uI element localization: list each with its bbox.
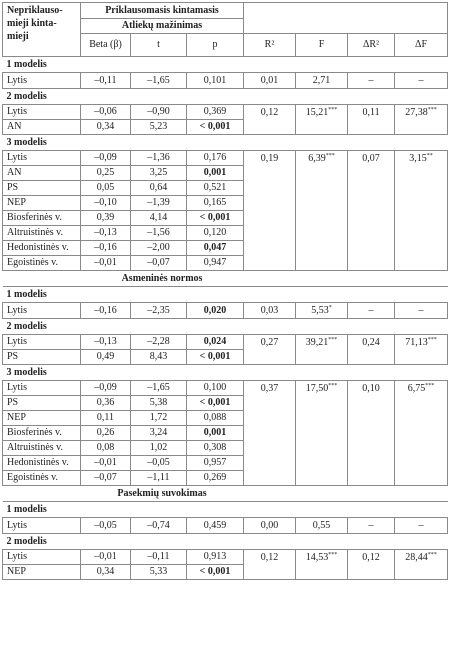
r2-value: 0,01 <box>244 73 296 89</box>
model-label: 1 modelis <box>3 57 448 73</box>
model-row <box>3 287 448 303</box>
model-row <box>3 319 448 335</box>
beta-value: 0,49 <box>81 350 131 365</box>
model-row <box>3 135 448 151</box>
col-header: t <box>131 34 187 57</box>
section-spacer <box>3 486 81 502</box>
delta-r2-value: 0,11 <box>348 105 395 135</box>
delta-f-value-sig: *** <box>427 337 437 343</box>
p-value: 0,459 <box>187 518 244 534</box>
beta-value: –0,09 <box>81 151 131 166</box>
t-value: 4,14 <box>131 211 187 226</box>
delta-f-value: 28,44*** <box>395 550 448 580</box>
t-value: –2,35 <box>131 303 187 319</box>
model-label: 3 modelis <box>3 365 448 381</box>
beta-value: –0,16 <box>81 303 131 319</box>
delta-r2-value: 0,12 <box>348 550 395 580</box>
t-value: 3,24 <box>131 426 187 441</box>
p-value: 0,001 <box>187 166 244 181</box>
var-name: Lytis <box>3 151 81 166</box>
section-row <box>3 486 448 502</box>
p-value: < 0,001 <box>187 396 244 411</box>
t-value: 0,64 <box>131 181 187 196</box>
beta-value: 0,34 <box>81 565 131 580</box>
col-header: ΔR² <box>348 34 395 57</box>
f-value-sig: * <box>328 305 332 311</box>
p-value: 0,001 <box>187 426 244 441</box>
t-value: –0,07 <box>131 256 187 271</box>
t-value: –0,74 <box>131 518 187 534</box>
delta-f-value: 3,15** <box>395 151 448 271</box>
var-name: Lytis <box>3 381 81 396</box>
f-value-sig: *** <box>328 337 338 343</box>
p-value: < 0,001 <box>187 565 244 580</box>
var-name: PS <box>3 181 81 196</box>
var-name: Egoistinės v. <box>3 471 81 486</box>
t-value: 1,72 <box>131 411 187 426</box>
t-value: –0,05 <box>131 456 187 471</box>
model-row <box>3 365 448 381</box>
beta-value: 0,08 <box>81 441 131 456</box>
delta-f-value-sig: *** <box>427 552 437 558</box>
model-label: 1 modelis <box>3 502 448 518</box>
delta-f-value: 27,38*** <box>395 105 448 135</box>
col-header: Beta (β) <box>81 34 131 57</box>
f-value: 15,21*** <box>296 105 348 135</box>
beta-value: 0,36 <box>81 396 131 411</box>
t-value: –2,28 <box>131 335 187 350</box>
section-title: Asmeninės normos <box>81 271 244 287</box>
model-row <box>3 534 448 550</box>
delta-r2-value: 0,07 <box>348 151 395 271</box>
beta-value: 0,26 <box>81 426 131 441</box>
p-value: < 0,001 <box>187 350 244 365</box>
var-name: NEP <box>3 411 81 426</box>
delta-r2-value: – <box>348 73 395 89</box>
var-name: PS <box>3 350 81 365</box>
f-value: 0,55 <box>296 518 348 534</box>
model-label: 1 modelis <box>3 287 448 303</box>
var-name: Biosferinės v. <box>3 211 81 226</box>
f-value: 6,39*** <box>296 151 348 271</box>
section-title: Pasekmių suvokimas <box>81 486 244 502</box>
p-value: 0,020 <box>187 303 244 319</box>
p-value: < 0,001 <box>187 120 244 135</box>
p-value: 0,100 <box>187 381 244 396</box>
beta-value: –0,13 <box>81 226 131 241</box>
col-header: p <box>187 34 244 57</box>
model-label: 2 modelis <box>3 89 448 105</box>
table-row <box>3 105 448 120</box>
beta-value: 0,39 <box>81 211 131 226</box>
f-value-sig: *** <box>328 383 338 389</box>
p-value: 0,521 <box>187 181 244 196</box>
beta-value: 0,05 <box>81 181 131 196</box>
col-header: F <box>296 34 348 57</box>
p-value: 0,369 <box>187 105 244 120</box>
r2-value: 0,27 <box>244 335 296 365</box>
delta-f-value-sig: *** <box>427 107 437 113</box>
table-row <box>3 335 448 350</box>
p-value: 0,947 <box>187 256 244 271</box>
var-name: NEP <box>3 196 81 211</box>
beta-value: –0,07 <box>81 471 131 486</box>
t-value: –1,39 <box>131 196 187 211</box>
beta-value: 0,11 <box>81 411 131 426</box>
section-spacer <box>3 271 81 287</box>
beta-value: –0,01 <box>81 550 131 565</box>
beta-value: 0,25 <box>81 166 131 181</box>
var-name: Lytis <box>3 105 81 120</box>
col-header: R² <box>244 34 296 57</box>
header-row-1 <box>3 3 448 19</box>
beta-value: –0,11 <box>81 73 131 89</box>
t-value: 1,02 <box>131 441 187 456</box>
model-label: 3 modelis <box>3 135 448 151</box>
var-name: AN <box>3 120 81 135</box>
section-spacer <box>244 486 448 502</box>
var-name: Lytis <box>3 550 81 565</box>
col-header: ΔF <box>395 34 448 57</box>
p-value: 0,913 <box>187 550 244 565</box>
t-value: –1,56 <box>131 226 187 241</box>
table-row <box>3 303 448 319</box>
section-title: Atliekų mažinimas <box>81 19 244 34</box>
f-value: 17,50*** <box>296 381 348 486</box>
var-name: NEP <box>3 565 81 580</box>
delta-f-value: – <box>395 73 448 89</box>
dep-var-header: Priklausomasis kintamasis <box>81 3 244 19</box>
var-name: Lytis <box>3 335 81 350</box>
t-value: –1,11 <box>131 471 187 486</box>
beta-value: –0,01 <box>81 256 131 271</box>
indep-var-header: Nepriklauso- mieji kinta- mieji <box>3 3 81 57</box>
regression-table <box>2 2 448 580</box>
t-value: –0,11 <box>131 550 187 565</box>
var-name: Egoistinės v. <box>3 256 81 271</box>
f-value: 39,21*** <box>296 335 348 365</box>
model-label: 2 modelis <box>3 319 448 335</box>
beta-value: 0,34 <box>81 120 131 135</box>
r2-value: 0,19 <box>244 151 296 271</box>
var-name: PS <box>3 396 81 411</box>
t-value: 5,33 <box>131 565 187 580</box>
model-label: 2 modelis <box>3 534 448 550</box>
t-value: –1,65 <box>131 73 187 89</box>
beta-value: –0,09 <box>81 381 131 396</box>
table-row <box>3 73 448 89</box>
t-value: 5,23 <box>131 120 187 135</box>
var-name: Hedonistinės v. <box>3 241 81 256</box>
p-value: 0,176 <box>187 151 244 166</box>
t-value: –2,00 <box>131 241 187 256</box>
var-name: Altruistinės v. <box>3 226 81 241</box>
var-name: Altruistinės v. <box>3 441 81 456</box>
var-name: AN <box>3 166 81 181</box>
delta-r2-value: – <box>348 303 395 319</box>
beta-value: –0,16 <box>81 241 131 256</box>
model-row <box>3 57 448 73</box>
r2-value: 0,00 <box>244 518 296 534</box>
beta-value: –0,13 <box>81 335 131 350</box>
header-blank <box>244 3 448 34</box>
delta-f-value: – <box>395 303 448 319</box>
var-name: Lytis <box>3 303 81 319</box>
section-row <box>3 271 448 287</box>
beta-value: –0,06 <box>81 105 131 120</box>
r2-value: 0,12 <box>244 105 296 135</box>
r2-value: 0,37 <box>244 381 296 486</box>
p-value: < 0,001 <box>187 211 244 226</box>
t-value: 5,38 <box>131 396 187 411</box>
delta-f-value: 71,13*** <box>395 335 448 365</box>
t-value: –0,90 <box>131 105 187 120</box>
table-row <box>3 381 448 396</box>
var-name: Hedonistinės v. <box>3 456 81 471</box>
delta-r2-value: 0,10 <box>348 381 395 486</box>
table-row <box>3 151 448 166</box>
t-value: –1,36 <box>131 151 187 166</box>
p-value: 0,165 <box>187 196 244 211</box>
p-value: 0,047 <box>187 241 244 256</box>
r2-value: 0,12 <box>244 550 296 580</box>
f-value-sig: *** <box>328 107 338 113</box>
table-row <box>3 518 448 534</box>
p-value: 0,269 <box>187 471 244 486</box>
t-value: –1,65 <box>131 381 187 396</box>
table-row <box>3 550 448 565</box>
delta-f-value: 6,75*** <box>395 381 448 486</box>
delta-r2-value: – <box>348 518 395 534</box>
p-value: 0,088 <box>187 411 244 426</box>
section-spacer <box>244 271 448 287</box>
model-row <box>3 502 448 518</box>
var-name: Lytis <box>3 518 81 534</box>
beta-value: –0,10 <box>81 196 131 211</box>
p-value: 0,024 <box>187 335 244 350</box>
model-row <box>3 89 448 105</box>
t-value: 3,25 <box>131 166 187 181</box>
f-value: 14,53*** <box>296 550 348 580</box>
delta-f-value-sig: *** <box>425 383 435 389</box>
p-value: 0,101 <box>187 73 244 89</box>
delta-r2-value: 0,24 <box>348 335 395 365</box>
f-value: 2,71 <box>296 73 348 89</box>
var-name: Lytis <box>3 73 81 89</box>
f-value: 5,53* <box>296 303 348 319</box>
p-value: 0,120 <box>187 226 244 241</box>
delta-f-value-sig: ** <box>426 153 433 159</box>
f-value-sig: *** <box>325 153 335 159</box>
beta-value: –0,05 <box>81 518 131 534</box>
t-value: 8,43 <box>131 350 187 365</box>
beta-value: –0,01 <box>81 456 131 471</box>
r2-value: 0,03 <box>244 303 296 319</box>
f-value-sig: *** <box>328 552 338 558</box>
p-value: 0,957 <box>187 456 244 471</box>
p-value: 0,308 <box>187 441 244 456</box>
var-name: Biosferinės v. <box>3 426 81 441</box>
delta-f-value: – <box>395 518 448 534</box>
